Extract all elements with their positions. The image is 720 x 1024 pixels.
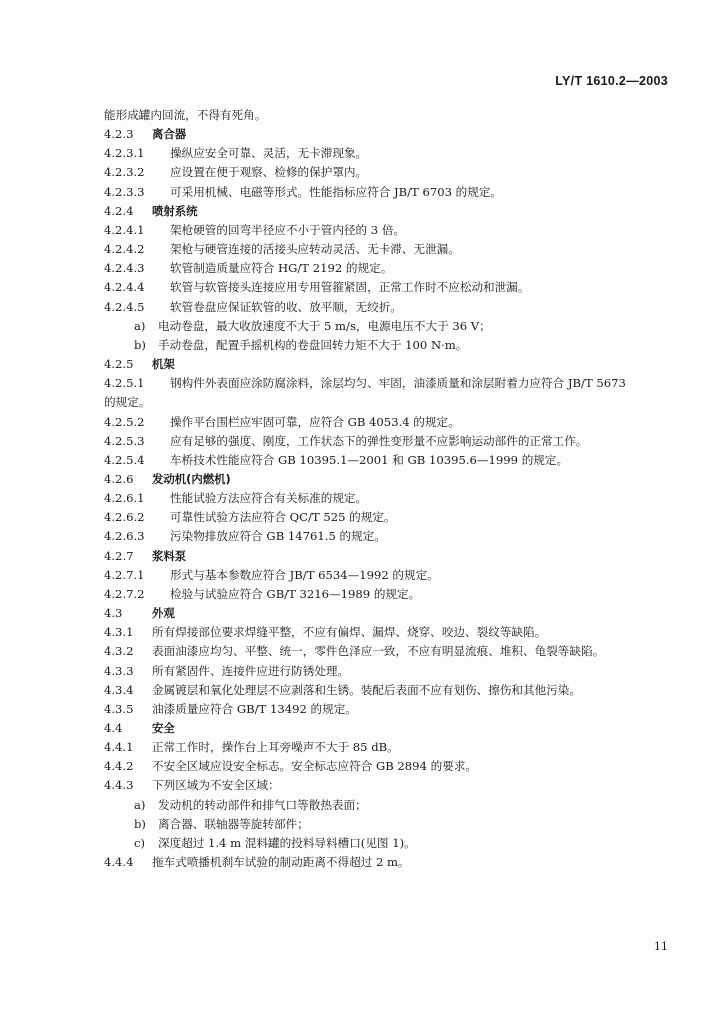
clause-line	[104, 508, 684, 527]
clause-number: 4.2.4	[104, 203, 134, 218]
clause-number: 4.3.2	[104, 644, 134, 659]
clause-number: 4.3	[104, 606, 123, 621]
clause-line	[104, 738, 684, 757]
clause-number: 4.2.4.5	[104, 299, 145, 314]
clause-line	[104, 221, 684, 240]
clause-number: c)	[134, 835, 146, 850]
clause-text: 能形成罐内回流，不得有死角。	[104, 108, 267, 122]
clause-text: 性能试验方法应符合有关标准的规定。	[170, 491, 368, 506]
clause-number: 4.3.4	[104, 682, 134, 697]
clause-line	[104, 700, 684, 719]
clause-text: 架枪硬管的回弯半径应不小于管内径的 3 倍。	[170, 222, 406, 237]
clause-text: 喷射系统	[152, 203, 198, 218]
clause-line	[104, 623, 684, 642]
clause-number: 4.2.4.4	[104, 280, 145, 295]
clause-line	[104, 374, 684, 393]
standard-code-header: LY/T 1610.2—2003	[555, 74, 668, 88]
clause-text: 所有紧固件、连接件应进行防锈处理。	[152, 663, 350, 678]
clause-number: 4.2.5	[104, 357, 134, 372]
section-heading	[104, 125, 684, 144]
clause-number: 4.3.3	[104, 663, 134, 678]
clause-text: 表面油漆应均匀、平整、统一，零件色泽应一致，不应有明显流痕、堆积、龟裂等缺陷。	[152, 644, 605, 659]
clause-line	[104, 298, 684, 317]
clause-text: 离合器、联轴器等旋转部件；	[158, 816, 309, 831]
clause-number: 4.2.3.3	[104, 184, 145, 199]
clause-number: 4.2.7.2	[104, 586, 145, 601]
clause-line	[104, 144, 684, 163]
clause-number: a)	[134, 797, 146, 812]
clause-line	[104, 681, 684, 700]
clause-text: 所有焊接部位要求焊缝平整，不应有偏焊、漏焊、烧穿、咬边、裂纹等缺陷。	[152, 625, 547, 640]
section-heading	[104, 202, 684, 221]
clause-text: 形式与基本参数应符合 JB/T 6534—1992 的规定。	[170, 567, 439, 582]
clause-number: b)	[134, 337, 146, 352]
clause-text: 软管制造质量应符合 HG/T 2192 的规定。	[170, 261, 393, 276]
clause-number: a)	[134, 318, 146, 333]
page-number: 11	[654, 940, 668, 953]
clause-number: 4.2.6	[104, 471, 134, 486]
clause-text: 金属镀层和氧化处理层不应剥落和生锈。装配后表面不应有划伤、擦伤和其他污染。	[152, 682, 581, 697]
clause-number: 4.3.1	[104, 625, 134, 640]
clause-line	[104, 432, 684, 451]
clause-text: 软管卷盘应保证软管的收、放平顺，无绞折。	[170, 299, 402, 314]
clause-number: b)	[134, 816, 146, 831]
section-heading	[104, 355, 684, 374]
clause-line	[104, 183, 684, 202]
clause-line	[104, 259, 684, 278]
clause-text: 发动机的转动部件和排气口等散热表面；	[158, 797, 367, 812]
list-item	[104, 834, 684, 853]
clause-line	[104, 776, 684, 795]
clause-line	[104, 566, 684, 585]
clause-text: 电动卷盘，最大收放速度不大于 5 m/s，电源电压不大于 36 V；	[158, 318, 491, 333]
clause-text: 钢构件外表面应涂防腐涂料，涂层均匀、牢固，油漆质量和涂层附着力应符合 JB/T 5673	[170, 376, 626, 391]
clause-text: 拖车式喷播机刹车试验的制动距离不得超过 2 m。	[152, 855, 410, 870]
clause-line	[104, 451, 684, 470]
section-heading	[104, 719, 684, 738]
clause-line	[104, 240, 684, 259]
clause-text: 操作平台围栏应牢固可靠，应符合 GB 4053.4 的规定。	[170, 414, 460, 429]
section-heading	[104, 470, 684, 489]
clause-text: 软管与软管接头连接应用专用管箍紧固，正常工作时不应松动和泄漏。	[170, 280, 530, 295]
clause-text: 手动卷盘，配置手摇机构的卷盘回转力矩不大于 100 N·m。	[158, 337, 468, 352]
clause-number: 4.4.4	[104, 855, 134, 870]
clause-line	[104, 853, 684, 872]
clause-number: 4.4.1	[104, 740, 134, 755]
clause-text: 外观	[152, 606, 175, 621]
clause-text: 车桥技术性能应符合 GB 10395.1—2001 和 GB 10395.6—1999 的规定。	[170, 452, 569, 467]
clause-line	[104, 163, 684, 182]
clause-number: 4.2.7	[104, 548, 134, 563]
clause-number: 4.2.5.4	[104, 452, 145, 467]
clause-line	[104, 278, 684, 297]
clause-number: 4.2.7.1	[104, 567, 145, 582]
clause-text: 机架	[152, 357, 175, 372]
clause-line	[104, 757, 684, 776]
clause-number: 4.2.4.3	[104, 261, 145, 276]
clause-text: 正常工作时，操作台上耳旁噪声不大于 85 dB。	[152, 740, 399, 755]
clause-line	[104, 106, 684, 125]
clause-number: 4.2.5.3	[104, 433, 145, 448]
list-item	[104, 317, 684, 336]
clause-line	[104, 585, 684, 604]
clause-number: 4.2.6.2	[104, 510, 145, 525]
clause-text: 架枪与硬管连接的活接头应转动灵活、无卡滞、无泄漏。	[170, 242, 460, 257]
clause-line	[104, 393, 684, 412]
clause-text: 可采用机械、电磁等形式。性能指标应符合 JB/T 6703 的规定。	[170, 184, 503, 199]
clause-number: 4.2.6.3	[104, 529, 145, 544]
clause-number: 4.2.5.2	[104, 414, 145, 429]
clause-line	[104, 662, 684, 681]
clause-number: 4.4	[104, 721, 123, 735]
list-item	[104, 336, 684, 355]
clause-number: 4.4.3	[104, 778, 134, 793]
section-heading	[104, 604, 684, 623]
clause-number: 4.2.3	[104, 127, 134, 142]
clause-number: 4.2.6.1	[104, 491, 145, 506]
clause-text: 操纵应安全可靠、灵活，无卡滞现象。	[170, 146, 368, 161]
clause-text: 可靠性试验方法应符合 QC/T 525 的规定。	[170, 510, 396, 525]
clause-text: 污染物排放应符合 GB 14761.5 的规定。	[170, 529, 386, 544]
clause-text: 安全	[152, 721, 175, 735]
clause-text: 发动机(内燃机)	[152, 471, 231, 486]
clause-text: 的规定。	[104, 395, 151, 410]
clause-line	[104, 527, 684, 546]
clause-line	[104, 413, 684, 432]
clause-text: 下列区域为不安全区域：	[152, 778, 280, 793]
clause-number: 4.2.4.1	[104, 222, 145, 237]
clause-number: 4.4.2	[104, 759, 134, 774]
clause-text: 离合器	[152, 127, 187, 142]
clause-line	[104, 642, 684, 661]
clause-number: 4.2.3.2	[104, 165, 145, 180]
clause-text: 应设置在便于观察、检修的保护罩内。	[170, 165, 368, 180]
clause-number: 4.2.4.2	[104, 242, 145, 257]
clause-number: 4.2.3.1	[104, 146, 145, 161]
clause-text: 油漆质量应符合 GB/T 13492 的规定。	[152, 701, 357, 716]
clause-number: 4.2.5.1	[104, 376, 145, 391]
clause-text: 深度超过 1.4 m 混料罐的投料导料槽口(见图 1)。	[158, 835, 416, 850]
section-heading	[104, 547, 684, 566]
clause-line	[104, 489, 684, 508]
document-body	[104, 106, 684, 872]
clause-number: 4.3.5	[104, 701, 134, 716]
list-item	[104, 796, 684, 815]
clause-text: 不安全区域应设安全标志。安全标志应符合 GB 2894 的要求。	[152, 759, 478, 774]
list-item	[104, 815, 684, 834]
clause-text: 浆料泵	[152, 548, 187, 563]
clause-text: 检验与试验应符合 GB/T 3216—1989 的规定。	[170, 586, 421, 601]
clause-text: 应有足够的强度、刚度，工作状态下的弹性变形量不应影响运动部件的正常工作。	[170, 433, 588, 448]
